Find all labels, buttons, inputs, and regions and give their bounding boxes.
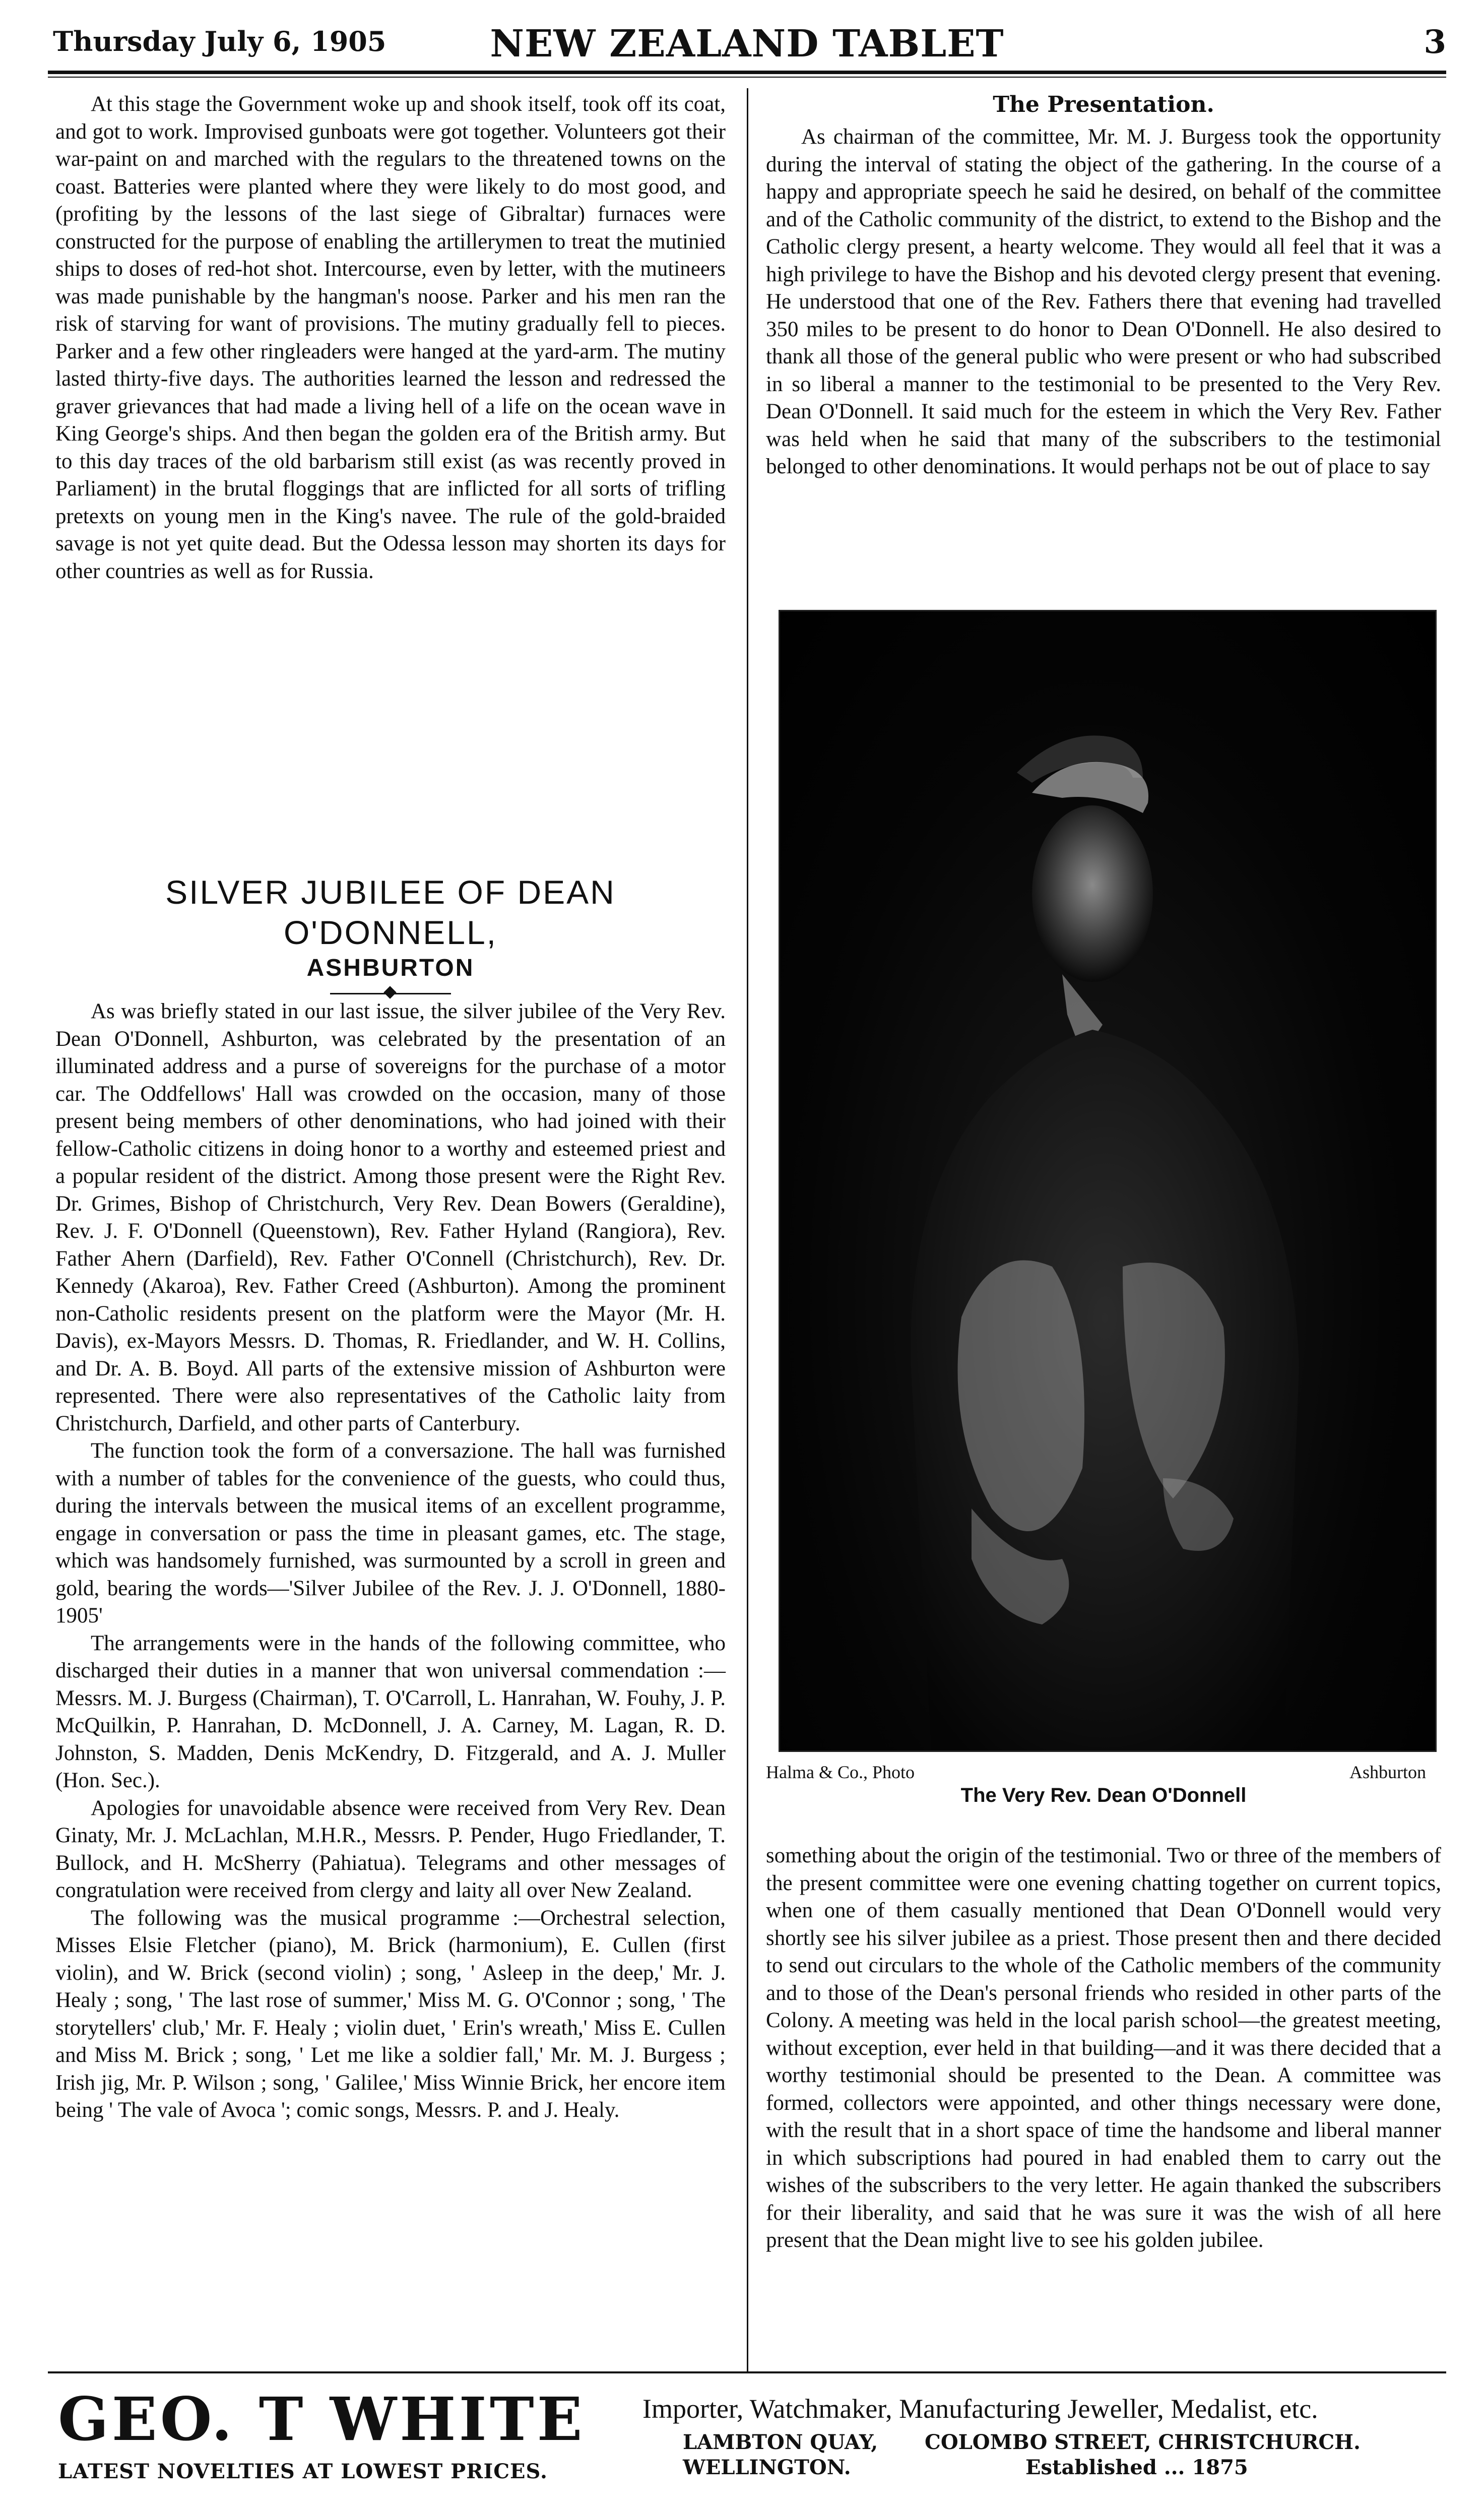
headline-ornament	[330, 988, 451, 999]
article-presentation-top	[766, 123, 1441, 481]
header-rule	[48, 71, 1446, 74]
issue-date: Thursday July 6, 1905	[53, 25, 386, 57]
portrait-photo	[779, 610, 1437, 1752]
article-paragraph: Apologies for unavoidable absence were received from Very Rev. Dean Ginaty, Mr. J. McLachlan, M.H.R., Messrs. P. Pender, Hugo Friedlander, T. Bullock, and H. McSherry (Pahiatua). Telegrams and other messages of congratulation were received from clergy and laity all over New Zealand.	[55, 1796, 726, 1902]
article-paragraph: The arrangements were in the hands of the following committee, who discharged their duties in a manner that won universal commendation :—Messrs. M. J. Burgess (Chairman), T. O'Carroll, L. Hanrahan, W. Fouhy, J. P. McQuilkin, P. Hanrahan, D. McDonnell, J. A. Carney, M. Lagan, R. D. Johnston, S. Madden, Denis McKendry, D. Fitzgerald, and A. J. Muller (Hon. Sec.).	[55, 1631, 726, 1792]
article-jubilee-body	[55, 998, 726, 2124]
column-divider	[747, 88, 748, 2371]
portrait-figure-silhouette	[780, 611, 1435, 1750]
article-paragraph: The function took the form of a conversazione. The hall was furnished with a number of tables for the convenience of the guests, who could thus, during the intervals between the musical items of an excellent programme, engage in conversation or pass the time in pleasant games, etc. The stage, which was handsomely furnished, was surmounted by a scroll in green and gold, bearing the words—'Silver Jubilee of the Rev. J. J. O'Donnell, 1880-1905'	[55, 1439, 726, 1627]
address-wellington-city: WELLINGTON.	[683, 2456, 851, 2479]
established-year: Established ... 1875	[1025, 2456, 1248, 2479]
advertisement-rule	[48, 2371, 1446, 2373]
article-paragraph: At this stage the Government woke up and shook itself, took off its coat, and got to work. Improvised gunboats were got together. Volunteers got their war-paint on and marched with the regulars to the threatened towns on the coast. Batteries were planted where they were likely to do most good, and (profiting by the lessons of the last siege of Gibraltar) furnaces were constructed for the purpose of enabling the artillerymen to treat the mutinied ships to doses of red-hot shot. Intercourse, even by letter, with the mutineers was made punishable by the hangman's noose. Parker and his men ran the risk of starving for want of provisions. The mutiny gradually fell to pieces. Parker and a few other ringleaders were hanged at the yard-arm. The mutiny lasted thirty-five days. The authorities learned the lesson and redressed the graver grievances that had made a living hell of a life on the ocean wave in King George's ships. And then began the golden era of the British army. But to this day traces of the old barbarism still exist (as was recently proved in Parliament) in the brutal floggings that are inflicted for all sorts of trifling pretexts on young men in the King's navee. The rule of the gold-braided savage is not yet quite dead. But the Odessa lesson may shorten its days for other countries as well as for Russia.	[55, 92, 726, 583]
photo-location: Ashburton	[1349, 1762, 1426, 1782]
article-paragraph: something about the origin of the testimonial. Two or three of the members of the present committee were one evening chatting together on current topics, when one of them casually mentioned that Dean O'Donnell would very shortly see his silver jubilee as a priest. Those present then and there decided to send out circulars to the whole of the Catholic members of the community and to those of the Dean's personal friends who resided in other parts of the Colony. A meeting was held in the local parish school—the greatest meeting, without exception, ever held in that building—and it was there decided that a worthy testimonial should be presented to the Dean. A committee was formed, collectors were appointed, and other things necessary were done, with the result that in a short space of time the handsome and liberal manner in which subscriptions had poured in had enabled them to carry out the wishes of the subscribers to the very letter. He again thanked the subscribers for their liberality, and said that he was sure it was the wish of all here present that the Dean might live to see his golden jubilee.	[766, 1844, 1441, 2252]
header-rule-thin	[48, 77, 1446, 78]
advertiser-trades: Importer, Watchmaker, Manufacturing Jeweller, Medalist, etc.	[642, 2394, 1318, 2424]
headline-subtitle: ASHBURTON	[306, 955, 475, 981]
newspaper-title: NEW ZEALAND TABLET	[490, 22, 1004, 66]
page-header	[48, 20, 1446, 71]
article-presentation-bottom	[766, 1842, 1441, 2254]
article-paragraph: The following was the musical programme :—Orchestral selection, Misses Elsie Fletcher (piano), M. Brick (harmonium), E. Cullen (first violin), and W. Brick (second violin) ; song, ' Asleep in the deep,' Mr. J. Healy ; song, ' The last rose of summer,' Miss M. G. O'Connor ; song, ' The storytellers' club,' Mr. F. Healy ; violin duet, ' Erin's wreath,' Miss E. Cullen and Miss M. Brick ; song, ' Let me like a soldier fall,' Mr. M. J. Burgess ; Irish jig, Mr. P. Wilson ; song, ' Galilee,' Miss Winnie Brick, her encore item being ' The vale of Avoca '; comic songs, Messrs. P. and J. Healy.	[55, 1906, 726, 2122]
article-headline	[55, 872, 726, 999]
advertisement	[48, 2384, 1446, 2500]
photo-credit: Halma & Co., Photo	[766, 1762, 915, 1782]
address-wellington-street: LAMBTON QUAY,	[683, 2430, 878, 2454]
headline-main: SILVER JUBILEE OF DEAN O'DONNELL,	[165, 873, 616, 951]
article-paragraph: As chairman of the committee, Mr. M. J. Burgess took the opportunity during the interval of stating the object of the gathering. In the course of a happy and appropriate speech he said he desired, on behalf of the committee and of the Catholic community of the district, to extend to the Bishop and the Catholic clergy present, a hearty welcome. They would all feel that it was a high privilege to have the Bishop and his devoted clergy present that evening. He understood that one of the Rev. Fathers there that evening had travelled 350 miles to be present to do honor to Dean O'Donnell. He also desired to thank all those of the general public who were present or who had subscribed in so liberal a manner to the testimonial to be presented to the Very Rev. Dean O'Donnell. It said much for the esteem in which the Very Rev. Father was held when he said that many of the subscribers to the testimonial belonged to other denominations. It would perhaps not be out of place to say	[766, 125, 1441, 478]
section-heading-presentation: The Presentation.	[993, 92, 1214, 117]
advertiser-tagline: LATEST NOVELTIES AT LOWEST PRICES.	[58, 2460, 548, 2483]
page-number: 3	[1424, 23, 1446, 61]
article-paragraph: As was briefly stated in our last issue, the silver jubilee of the Very Rev. Dean O'Donnell, Ashburton, was celebrated by the presentation of an illuminated address and a purse of sovereigns for the purchase of a motor car. The Oddfellows' Hall was crowded on the occasion, many of those present being members of other denominations, who had joined with their fellow-Catholic citizens in doing honor to a worthy and esteemed priest and a popular resident of the district. Among those present were the Right Rev. Dr. Grimes, Bishop of Christchurch, Very Rev. Dean Bowers (Geraldine), Rev. J. F. O'Donnell (Queenstown), Rev. Father Hyland (Rangiora), Rev. Father Ahern (Darfield), Rev. Father O'Connell (Christchurch), Rev. Dr. Kennedy (Akaroa), Rev. Father Creed (Ashburton). Among the prominent non-Catholic residents present on the platform were the Mayor (Mr. H. Davis), ex-Mayors Messrs. D. Thomas, R. Friedlander, and W. H. Collins, and Dr. A. B. Boyd. All parts of the extensive mission of Ashburton were represented. There were also representatives of the Catholic laity from Christchurch, Darfield, and other parts of Canterbury.	[55, 999, 726, 1435]
photo-caption: The Very Rev. Dean O'Donnell	[960, 1784, 1247, 1806]
advertiser-name: GEO. T WHITE	[58, 2384, 586, 2454]
article-mutiny-continued	[55, 91, 726, 585]
address-christchurch: COLOMBO STREET, CHRISTCHURCH.	[925, 2430, 1361, 2454]
